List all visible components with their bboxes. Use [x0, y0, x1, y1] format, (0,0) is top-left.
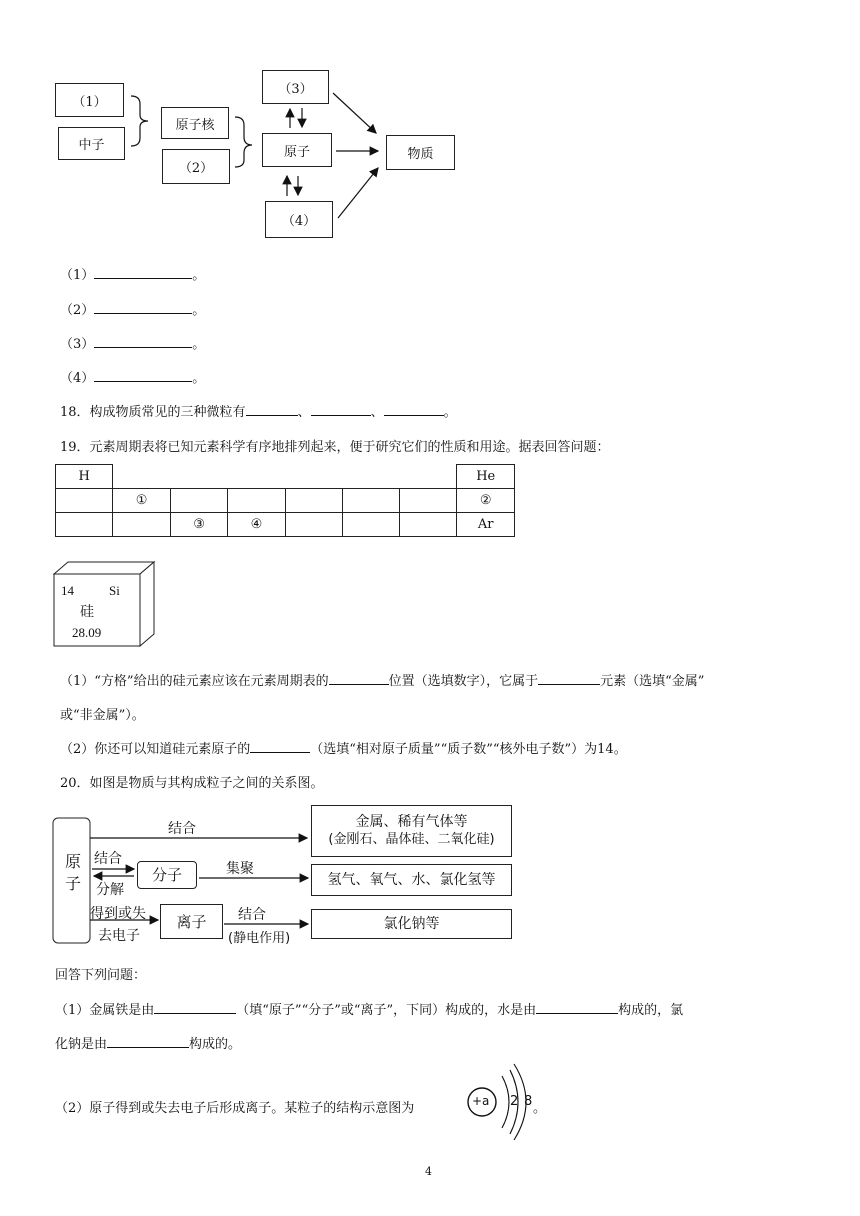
cell-empty: [170, 489, 227, 513]
cell-empty: [342, 513, 399, 537]
period: 。: [192, 371, 206, 386]
cell-empty: [400, 513, 457, 537]
cell-empty: [285, 489, 342, 513]
cell-empty: [113, 513, 170, 537]
cell-ar: Ar: [457, 513, 515, 537]
text: （填“原子”“分子”或“离子”，下同）构成的，水是由: [236, 1003, 537, 1018]
cell-he: He: [457, 465, 515, 489]
question-20-part1-cont: [55, 1033, 241, 1052]
nucleus-box: 原子核: [161, 107, 229, 139]
cell-h: H: [56, 465, 113, 489]
atom-box: 原子: [262, 133, 332, 167]
question-19-part1-cont: 或“非金属”）。: [60, 708, 145, 723]
page-number: 4: [425, 1165, 432, 1178]
answer-label: （2）: [60, 303, 95, 318]
decompose-label: 分解: [96, 882, 124, 898]
diagram1-connectors: [0, 0, 860, 260]
answer-blank[interactable]: [384, 403, 444, 416]
ion-box: 离子: [160, 904, 223, 939]
answer-line-4: [60, 367, 205, 386]
shell-1-arc: [502, 1076, 509, 1128]
electrostatic-label: (静电作用): [228, 931, 291, 946]
combine-label-top: 结合: [168, 821, 196, 837]
combine-label: 结合: [94, 851, 122, 867]
period: 。: [443, 405, 457, 420]
cell-4: ④: [228, 513, 285, 537]
brace-1: [131, 96, 148, 146]
blank-box-1: （1）: [55, 83, 124, 117]
answer-line-3: [60, 333, 205, 352]
question-19-part1: [60, 670, 704, 689]
question-20-part1: [55, 999, 683, 1018]
answer-blank[interactable]: [94, 335, 192, 348]
separator: 、: [297, 405, 311, 420]
separator: 、: [370, 405, 384, 420]
si-atomic-number: 14: [61, 583, 74, 598]
answer-blank[interactable]: [94, 369, 192, 382]
si-atomic-mass: 28.09: [72, 625, 102, 640]
answer-label: （4）: [60, 371, 95, 386]
cell-empty: [400, 489, 457, 513]
text: （1）金属铁是由: [55, 1003, 155, 1018]
question-19-part2: [60, 738, 627, 757]
answer-blank[interactable]: [536, 1001, 618, 1014]
question-18: [60, 401, 457, 420]
nacl-box: 氯化钠等: [311, 909, 512, 939]
period: 。: [533, 1101, 547, 1116]
text: 位置（选填数字），它属于: [388, 674, 539, 689]
answer-blank[interactable]: [94, 266, 192, 279]
si-symbol: Si: [109, 583, 120, 598]
question-19-text: 19．元素周期表将已知元素科学有序地排列起来，便于研究它们的性质和用途。据表回答问题：: [60, 440, 610, 455]
gather-label: 集聚: [226, 861, 254, 877]
question-20-part2: [55, 1097, 414, 1116]
period: 。: [192, 303, 206, 318]
shell-2-electrons: 8: [524, 1094, 533, 1109]
text: （2）原子得到或失去电子后形成离子。某粒子的结构示意图为: [55, 1101, 415, 1116]
question-20-text: 20．如图是物质与其构成粒子之间的关系图。: [60, 776, 324, 791]
answer-blank[interactable]: [250, 740, 310, 753]
cell-empty: [342, 489, 399, 513]
periodic-table: [55, 464, 515, 537]
metals-box: [311, 805, 512, 857]
brace-2: [235, 117, 252, 167]
metals-line-2: (金刚石、晶体硅、二氧化硅): [328, 832, 495, 847]
shell-1-electrons: 2: [510, 1094, 519, 1109]
cell-3: ③: [170, 513, 227, 537]
text: 元素（选填“金属”: [600, 674, 705, 689]
answer-intro: 回答下列问题：: [55, 968, 147, 983]
text: 构成的，氯: [618, 1003, 684, 1018]
answer-blank[interactable]: [311, 403, 371, 416]
cell-empty: [285, 513, 342, 537]
answer-blank[interactable]: [246, 403, 298, 416]
answer-blank[interactable]: [94, 301, 192, 314]
blank-box-2: （2）: [162, 149, 230, 184]
silicon-element-cell: [50, 560, 160, 660]
answer-line-1: [60, 264, 205, 283]
answer-blank[interactable]: [154, 1001, 236, 1014]
cell-empty: [56, 489, 113, 513]
text: 构成的。: [189, 1037, 242, 1052]
cell-2: ②: [457, 489, 515, 513]
neutron-box: 中子: [58, 127, 125, 160]
answer-blank[interactable]: [107, 1035, 189, 1048]
answer-blank[interactable]: [329, 672, 389, 685]
text: 化钠是由: [55, 1037, 108, 1052]
blank-box-3: （3）: [262, 70, 329, 104]
molecules-examples-box: 氢气、氧气、水、氯化氢等: [311, 864, 512, 896]
cell-1: ①: [113, 489, 170, 513]
lose-electrons-label: 去电子: [98, 928, 140, 944]
blank-box-4: （4）: [265, 201, 333, 238]
answer-line-2: [60, 299, 205, 318]
answer-label: （1）: [60, 268, 95, 283]
metals-line-1: 金属、稀有气体等: [355, 814, 468, 830]
nucleus-charge: +a: [472, 1094, 490, 1108]
answer-blank[interactable]: [538, 672, 600, 685]
combine-ion-label: 结合: [238, 907, 266, 923]
text: （选填“相对原子质量”“质子数”“核外电子数”）为14。: [310, 742, 627, 757]
molecule-box: 分子: [137, 861, 197, 889]
question-18-text: 18．构成物质常见的三种微粒有: [60, 405, 246, 420]
si-name: 硅: [80, 604, 94, 620]
cell-empty: [113, 465, 457, 489]
text: （1）“方格”给出的硅元素应该在元素周期表的: [60, 674, 329, 689]
cell-empty: [56, 513, 113, 537]
atom-label: 原子: [64, 852, 81, 893]
gain-lose-label: 得到或失: [90, 906, 146, 922]
answer-label: （3）: [60, 337, 95, 352]
text: （2）你还可以知道硅元素原子的: [60, 742, 251, 757]
period: 。: [192, 337, 206, 352]
cell-empty: [228, 489, 285, 513]
period: 。: [192, 268, 206, 283]
matter-box: 物质: [386, 135, 455, 170]
